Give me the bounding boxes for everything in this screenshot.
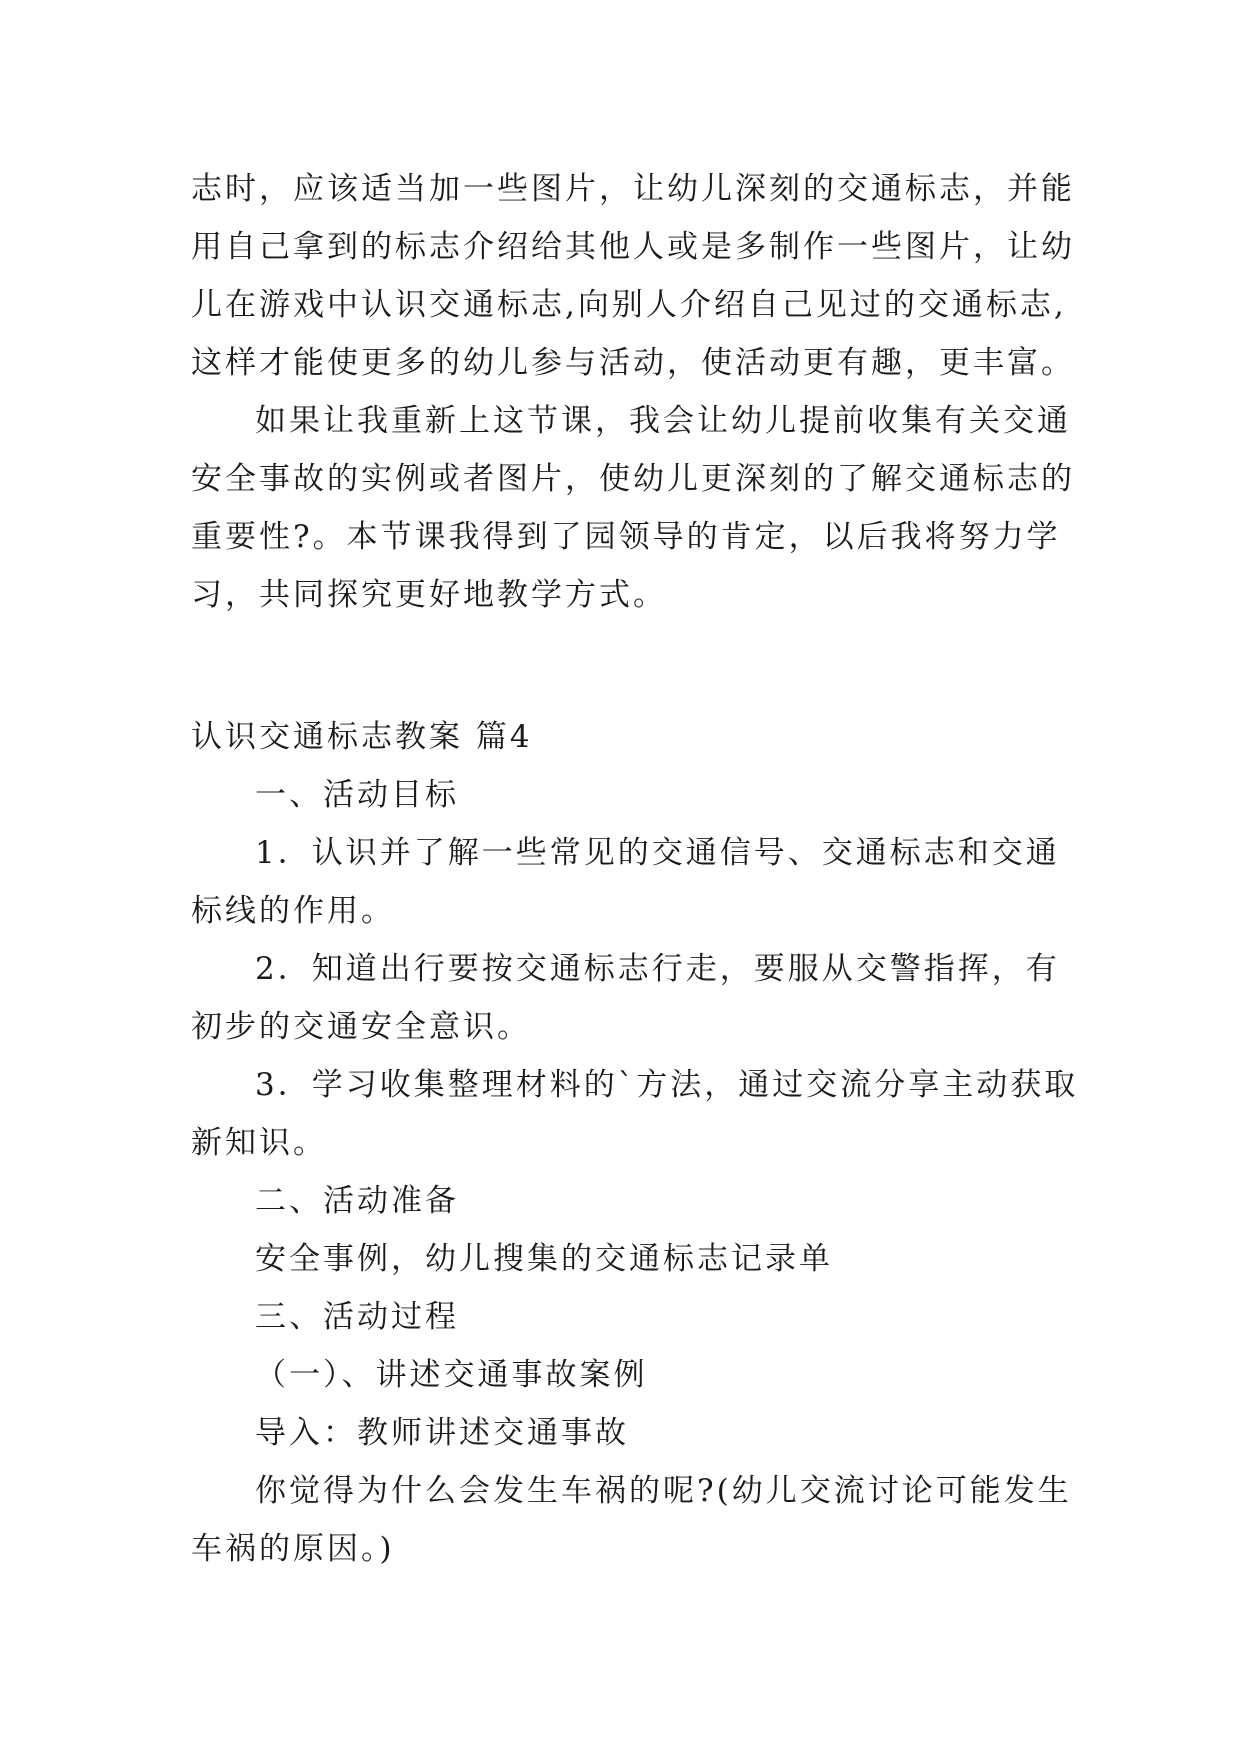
text-line: 用自己拿到的标志介绍给其他人或是多制作一些图片，让幼 (191, 229, 1075, 265)
text-line: 你觉得为什么会发生车祸的呢?(幼儿交流讨论可能发生 (255, 1473, 1072, 1509)
question-paragraph (191, 1462, 1071, 1578)
text-line: 重要性?。本节课我得到了园领导的肯定，以后我将努力学 (191, 519, 1061, 555)
text-line: 这样才能使更多的幼儿参与活动，使活动更有趣，更丰富。 (191, 345, 1075, 381)
section-gap (191, 624, 1071, 708)
heading-activity-preparation: 二、活动准备 (255, 1183, 459, 1219)
document-body (191, 160, 1079, 1578)
preparation-text: 安全事例，幼儿搜集的交通标志记录单 (255, 1241, 833, 1277)
text-line: 车祸的原因。) (191, 1531, 395, 1567)
text-line: 1．认识并了解一些常见的交通信号、交通标志和交通 (255, 835, 1060, 871)
text-line: 如果让我重新上这节课，我会让幼儿提前收集有关交通 (255, 403, 1071, 439)
goal-2 (191, 940, 1071, 1056)
text-line: 志时，应该适当加一些图片，让幼儿深刻的交通标志，并能 (191, 171, 1075, 207)
subheading-accident-cases: （一）、讲述交通事故案例 (255, 1357, 648, 1393)
text-line: 习，共同探究更好地教学方式。 (191, 577, 667, 613)
goal-1 (191, 824, 1071, 940)
text-line: 安全事故的实例或者图片，使幼儿更深刻的了解交通标志的 (191, 461, 1075, 497)
text-line: 新知识。 (191, 1125, 327, 1161)
heading-activity-process: 三、活动过程 (255, 1299, 459, 1335)
text-line: 儿在游戏中认识交通标志,向别人介绍自己见过的交通标志, (191, 287, 1067, 323)
heading-activity-goals: 一、活动目标 (255, 777, 459, 813)
text-line: 2．知道出行要按交通标志行走，要服从交警指挥，有 (255, 951, 1060, 987)
text-line: 3．学习收集整理材料的`方法，通过交流分享主动获取 (255, 1067, 1079, 1103)
section-title: 认识交通标志教案 篇4 (191, 719, 533, 755)
text-line: 标线的作用。 (191, 893, 395, 929)
paragraph-2 (191, 392, 1075, 624)
goal-3 (191, 1056, 1079, 1172)
intro-text: 导入：教师讲述交通事故 (255, 1415, 629, 1451)
paragraph-1 (191, 160, 1075, 392)
text-line: 初步的交通安全意识。 (191, 1009, 531, 1045)
